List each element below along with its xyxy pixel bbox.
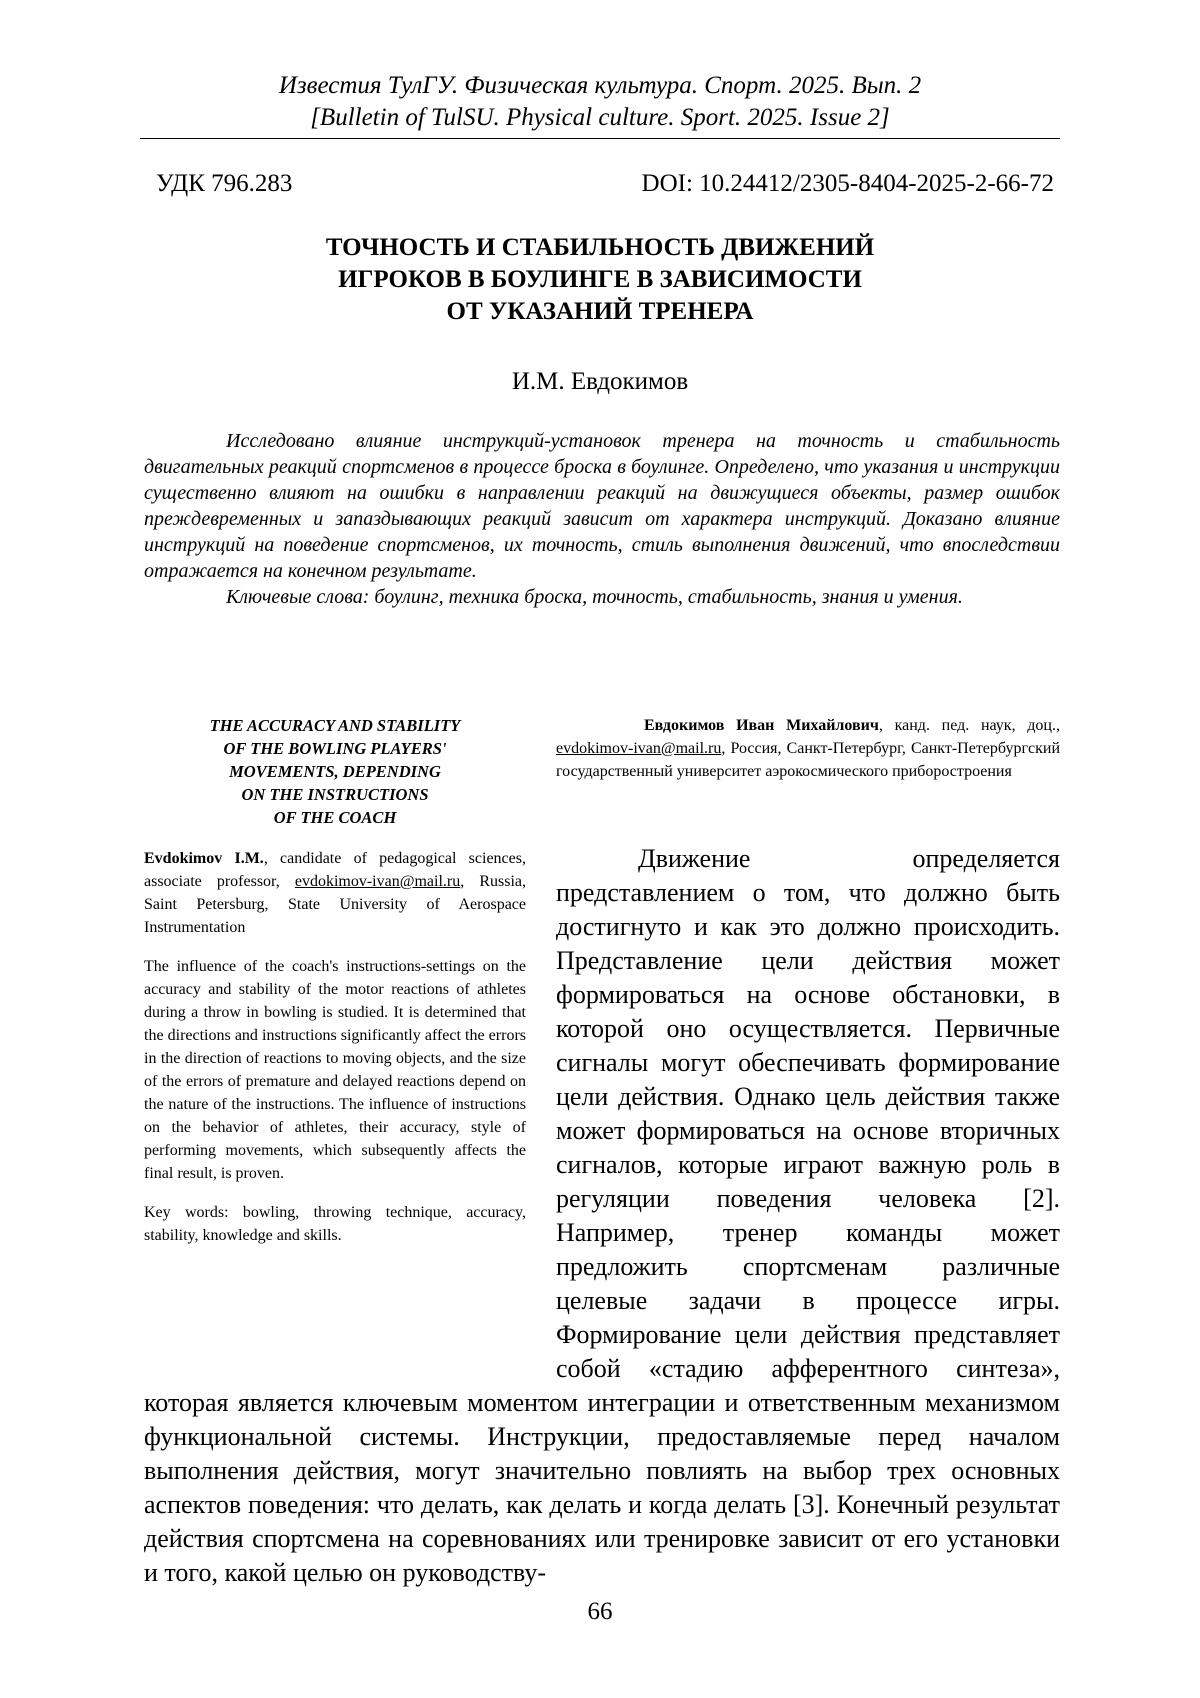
english-author-degree: , candidate of pedagogical sciences, associate professor, xyxy=(144,850,526,890)
affiliation-email-link[interactable]: evdokimov-ivan@mail.ru xyxy=(556,740,722,757)
author-affiliation xyxy=(556,714,1060,783)
english-author-location: , Russia, Saint Petersburg, State University of Aerospace Instrumentation xyxy=(144,873,527,936)
abstract-ru xyxy=(144,428,1060,610)
affiliation-rest: , Россия, Санкт-Петербург, Санкт-Петербургский государственный университет аэрокосмического приборостроения xyxy=(556,740,1060,780)
title-line: ОТ УКАЗАНИЙ ТРЕНЕРА xyxy=(446,298,754,325)
udk-code: УДК 796.283 xyxy=(156,170,293,197)
body-paragraph: Движение определяется представлением о том, что должно быть достигнуто и как это должно происходить. Представление цели действия может формироваться на основе обстановки, в которой оно осуществляется. Первичные сигналы могут обеспечивать формирование цели действия. Однако цель действия также может формироваться на основе вторичных сигналов, которые играют важную роль в регуляции поведения человека [2]. Например, тренер команды может предложить спортсменам различные целевые задачи в процессе игры. Формирование цели действия представляет собой «стадию афферентного синтеза», которая является ключевым моментом интеграции и ответственным механизмом функциональной системы. Инструкции, предоставляемые перед началом выполнения действия, могут значительно повлиять на выбор трех основных аспектов поведения: что делать, как делать и когда делать [3]. Конечный результат действия спортсмена на соревнованиях или тренировке зависит от его установки и того, какой целью он руководству- xyxy=(144,844,1060,1587)
page-number: 66 xyxy=(587,1598,613,1625)
journal-header xyxy=(140,70,1060,134)
article-author: И.М. Евдокимов xyxy=(511,368,689,395)
english-author-name: Evdokimov I.M. xyxy=(144,850,264,867)
abstract-text: Исследовано влияние инструкций-установок тренера на точность и стабильность двигательных реакций спортсменов в процессе броска в боулинге. Определено, что указания и инструкции существенно влияют на ошибки в направлении реакций на движущиеся объекты, размер ошибок преждевременных и запаздывающих реакций зависит от характера инструкций. Доказано влияние инструкций на поведение спортсменов, их точность, стиль выполнения движений, что впоследствии отражается на конечном результате. xyxy=(144,430,1060,582)
doi: DOI: 10.24412/2305-8404-2025-2-66-72 xyxy=(641,170,1054,197)
title-line: ТОЧНОСТЬ И СТАБИЛЬНОСТЬ ДВИЖЕНИЙ xyxy=(325,234,875,261)
column-spacer xyxy=(144,842,556,1353)
journal-header-en: [Bulletin of TulSU. Physical culture. Sport. 2025. Issue 2] xyxy=(310,104,890,131)
affiliation-name: Евдокимов Иван Михайлович xyxy=(644,717,879,734)
english-title-line: OF THE BOWLING PLAYERS' xyxy=(223,739,447,758)
english-title-line: ON THE INSTRUCTIONS xyxy=(241,785,429,804)
keywords-ru: Ключевые слова: боулинг, техника броска, точность, стабильность, знания и умения. xyxy=(226,586,963,608)
english-keywords: Key words: bowling, throwing technique, accuracy, stability, knowledge and skills. xyxy=(144,1204,526,1244)
english-title-line: OF THE COACH xyxy=(273,808,397,827)
affiliation-degree: , канд. пед. наук, доц., xyxy=(878,717,1060,734)
title-line: ИГРОКОВ В БОУЛИНГЕ В ЗАВИСИМОСТИ xyxy=(338,266,862,293)
english-abstract: The influence of the coach's instructions-settings on the accuracy and stability of the motor reactions of athletes during a throw in bowling is studied. It is determined that the directions and instructions significantly affect the errors in the direction of reactions to moving objects, and the size of the errors of premature and delayed reactions depend on the nature of the instructions. The influence of instructions on the behavior of athletes, their accuracy, style of performing movements, which subsequently affects the final result, is proven. xyxy=(144,958,526,1182)
affiliation-text xyxy=(556,714,1060,783)
english-title-line: THE ACCURACY AND STABILITY xyxy=(209,716,461,735)
header-divider xyxy=(140,138,1060,139)
journal-header-ru: Известия ТулГУ. Физическая культура. Спорт. 2025. Вып. 2 xyxy=(278,72,922,99)
english-title-line: MOVEMENTS, DEPENDING xyxy=(229,762,441,781)
english-title xyxy=(144,714,526,829)
body-text xyxy=(144,842,1060,1590)
article-title xyxy=(140,232,1060,328)
english-email-link[interactable]: evdokimov-ivan@mail.ru xyxy=(294,873,461,890)
